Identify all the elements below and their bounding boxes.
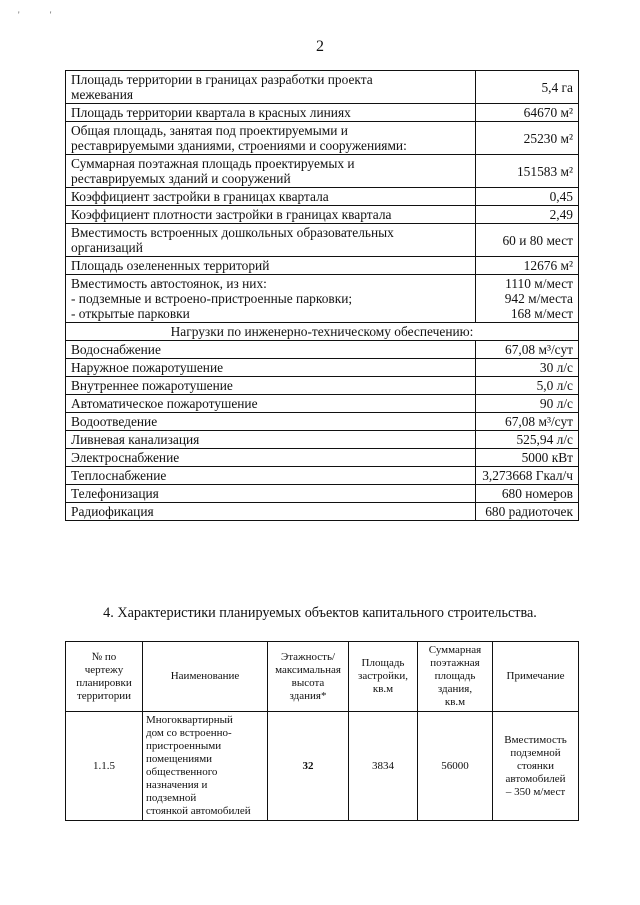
object-name: Многоквартирный дом со встроенно- пристроенными помещениями общественного назначения и подземной стоянкой автомобилей (143, 712, 268, 821)
objects-header-cell: Площадь застройки, кв.м (349, 642, 418, 712)
load-name: Ливневая канализация (66, 431, 476, 449)
parameter-row (66, 71, 579, 104)
load-value: 5,0 л/с (476, 377, 579, 395)
objects-table (65, 641, 579, 821)
parameter-name: Суммарная поэтажная площадь проектируемых и реставрируемых зданий и сооружений (66, 155, 476, 188)
load-name: Радиофикация (66, 503, 476, 521)
load-name: Водоснабжение (66, 341, 476, 359)
parameter-value: 0,45 (476, 188, 579, 206)
objects-header-cell: Наименование (143, 642, 268, 712)
parameter-name: Вместимость встроенных дошкольных образовательных организаций (66, 224, 476, 257)
load-value: 67,08 м³/сут (476, 413, 579, 431)
parameter-row (66, 188, 579, 206)
objects-header-cell: Этажность/ максимальная высота здания* (268, 642, 349, 712)
load-row (66, 449, 579, 467)
parameter-name: Вместимость автостоянок, из них: - подземные и встроено-пристроенные парковки; - открытые парковки (66, 275, 476, 323)
parameter-row (66, 275, 579, 323)
load-value: 90 л/с (476, 395, 579, 413)
load-row (66, 395, 579, 413)
parameter-name: Коэффициент застройки в границах квартала (66, 188, 476, 206)
load-row (66, 503, 579, 521)
load-name: Электроснабжение (66, 449, 476, 467)
parameter-name: Площадь озелененных территорий (66, 257, 476, 275)
parameter-name: Коэффициент плотности застройки в границах квартала (66, 206, 476, 224)
parameters-table (65, 70, 579, 521)
load-row (66, 467, 579, 485)
load-value: 67,08 м³/сут (476, 341, 579, 359)
parameter-value: 151583 м² (476, 155, 579, 188)
parameter-value: 64670 м² (476, 104, 579, 122)
load-value: 680 радиоточек (476, 503, 579, 521)
load-row (66, 377, 579, 395)
object-floors: 32 (268, 712, 349, 821)
load-value: 525,94 л/с (476, 431, 579, 449)
parameter-value: 2,49 (476, 206, 579, 224)
object-area: 3834 (349, 712, 418, 821)
load-value: 680 номеров (476, 485, 579, 503)
object-total-area: 56000 (418, 712, 493, 821)
load-name: Теплоснабжение (66, 467, 476, 485)
parameter-row (66, 224, 579, 257)
parameter-value: 12676 м² (476, 257, 579, 275)
parameter-row (66, 104, 579, 122)
parameter-row (66, 155, 579, 188)
parameter-name: Площадь территории квартала в красных линиях (66, 104, 476, 122)
object-note: Вместимость подземной стоянки автомобилей – 350 м/мест (493, 712, 579, 821)
parameter-value: 25230 м² (476, 122, 579, 155)
load-value: 5000 кВт (476, 449, 579, 467)
loads-heading: Нагрузки по инженерно-техническому обеспечению: (66, 323, 579, 341)
load-value: 30 л/с (476, 359, 579, 377)
load-value: 3,273668 Гкал/ч (476, 467, 579, 485)
parameter-value: 1110 м/мест 942 м/места 168 м/мест (476, 275, 579, 323)
parameter-row (66, 257, 579, 275)
load-row (66, 359, 579, 377)
objects-header-cell: Примечание (493, 642, 579, 712)
load-row (66, 485, 579, 503)
parameter-value: 60 и 80 мест (476, 224, 579, 257)
parameter-row (66, 122, 579, 155)
load-name: Автоматическое пожаротушение (66, 395, 476, 413)
parameter-row (66, 206, 579, 224)
loads-heading-row (66, 323, 579, 341)
objects-header-cell: № по чертежу планировки территории (66, 642, 143, 712)
section-4-heading: 4. Характеристики планируемых объектов капитального строительства. (103, 605, 537, 621)
load-row (66, 431, 579, 449)
object-number: 1.1.5 (66, 712, 143, 821)
load-row (66, 413, 579, 431)
page-number: 2 (316, 38, 324, 55)
margin-marks: ' ' (18, 10, 66, 20)
load-row (66, 341, 579, 359)
parameter-name: Площадь территории в границах разработки проекта межевания (66, 71, 476, 104)
objects-header-cell: Суммарная поэтажная площадь здания, кв.м (418, 642, 493, 712)
parameter-value: 5,4 га (476, 71, 579, 104)
object-row (66, 712, 579, 821)
load-name: Водоотведение (66, 413, 476, 431)
load-name: Телефонизация (66, 485, 476, 503)
objects-header-row (66, 642, 579, 712)
load-name: Наружное пожаротушение (66, 359, 476, 377)
load-name: Внутреннее пожаротушение (66, 377, 476, 395)
parameter-name: Общая площадь, занятая под проектируемыми и реставрируемыми зданиями, строениями и сооружениями: (66, 122, 476, 155)
